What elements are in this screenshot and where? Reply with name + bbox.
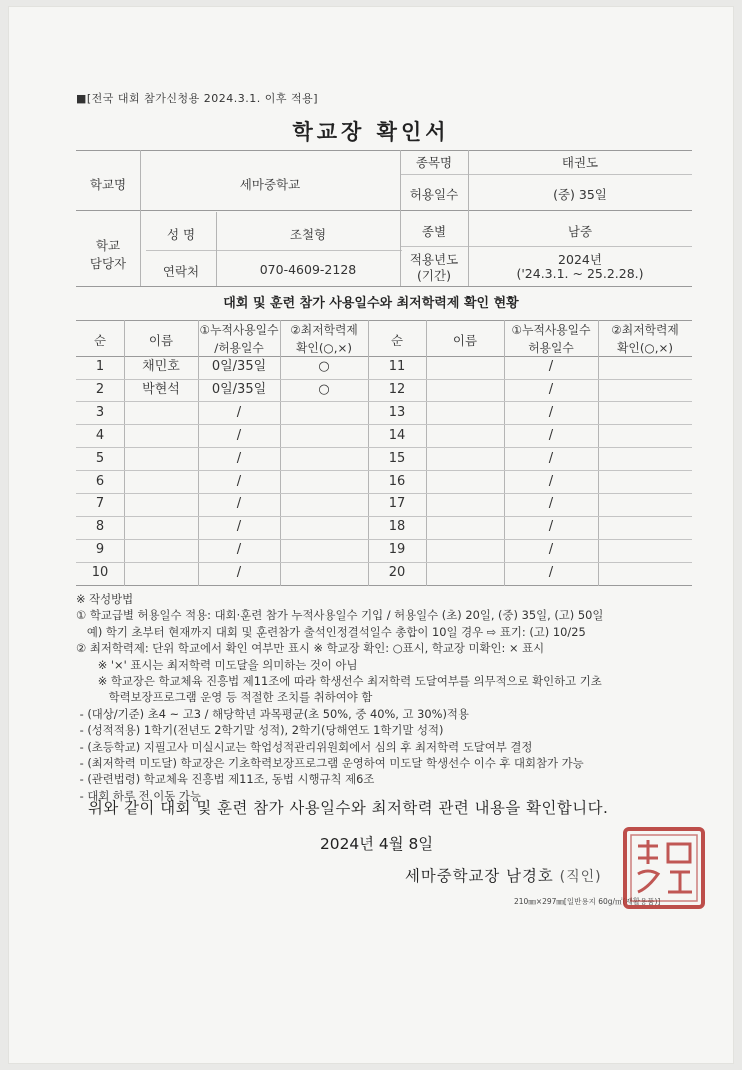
row-check <box>280 562 368 585</box>
sport-label: 종목명 <box>415 155 453 170</box>
row-name: 박현석 <box>142 381 180 397</box>
manager-label-1: 학교 <box>95 238 121 253</box>
row-check <box>598 493 692 516</box>
allowed-days-label: 허용일수 <box>409 187 459 202</box>
row-no: 19 <box>388 542 406 558</box>
col-header-days-right-2: 허용일수 <box>528 341 574 355</box>
row-days: / <box>236 450 242 466</box>
row-days: / <box>548 427 554 443</box>
row-check: ○ <box>318 381 330 397</box>
table-row <box>76 448 692 471</box>
row-days: / <box>548 473 554 489</box>
row-name <box>426 448 504 471</box>
instruction-line: - (성적적용) 1학기(전년도 2학기말 성적), 2학기(당해연도 1학기말 성적) <box>76 723 444 738</box>
row-check <box>280 471 368 494</box>
row-days: / <box>548 519 554 535</box>
row-name <box>426 471 504 494</box>
row-no: 11 <box>388 359 406 374</box>
table-row <box>76 356 692 379</box>
row-name <box>426 493 504 516</box>
row-check <box>598 471 692 494</box>
row-name: 채민호 <box>142 359 180 374</box>
row-no: 18 <box>388 519 406 535</box>
table-row <box>76 402 692 425</box>
school-name-label: 학교명 <box>89 177 127 192</box>
row-check: ○ <box>318 359 330 374</box>
col-header-days-2: /허용일수 <box>214 341 264 355</box>
table-row <box>76 562 692 585</box>
table-row <box>76 516 692 539</box>
row-days: / <box>236 565 242 581</box>
row-name <box>426 516 504 539</box>
row-no: 7 <box>95 496 105 512</box>
row-no: 13 <box>388 404 406 420</box>
manager-name-value: 조철형 <box>289 227 327 242</box>
row-check <box>598 516 692 539</box>
row-check <box>598 379 692 402</box>
document-title: 학교장 확인서 <box>292 120 450 144</box>
table-row <box>76 471 692 494</box>
row-name <box>426 562 504 585</box>
row-days: 0일/35일 <box>211 359 267 374</box>
row-check <box>598 539 692 562</box>
row-days: / <box>548 496 554 512</box>
table-row <box>76 493 692 516</box>
col-header-days-right-1: ①누적사용일수 <box>511 323 591 337</box>
instruction-line: 학력보장프로그램 운영 등 적절한 조치를 취하여야 함 <box>76 690 373 705</box>
confirmation-statement: 위와 같이 대회 및 훈련 참가 사용일수와 최저학력 관련 내용을 확인합니다. <box>88 799 609 817</box>
row-name <box>124 402 198 425</box>
col-header-check-right-2: 확인(○,×) <box>617 341 673 355</box>
col-header-check-right-1: ②최저학력제 <box>611 323 679 337</box>
row-days: / <box>236 519 242 535</box>
row-name <box>124 539 198 562</box>
row-name <box>124 425 198 448</box>
status-table-caption: 대회 및 훈련 참가 사용일수와 최저학력제 확인 현황 <box>223 296 519 311</box>
instruction-line: - (관련법령) 학교체육 진흥법 제11조, 동법 시행규칙 제6조 <box>76 772 375 787</box>
status-table <box>76 320 692 586</box>
row-name <box>426 539 504 562</box>
row-days: / <box>236 404 242 420</box>
row-check <box>598 448 692 471</box>
col-header-check-2: 확인(○,×) <box>296 341 352 355</box>
row-name <box>124 516 198 539</box>
row-check <box>598 402 692 425</box>
instruction-line: ② 최저학력제: 단위 학교에서 확인 여부만 표시 ※ 학교장 확인: ○표시, 학교장 미확인: × 표시 <box>76 641 545 656</box>
row-name <box>124 562 198 585</box>
contact-label: 연락처 <box>162 264 200 279</box>
row-check <box>280 493 368 516</box>
principal-name: 세마중학교장 남경호 <box>405 867 554 885</box>
gender-label: 종별 <box>421 224 447 239</box>
row-no: 2 <box>95 381 105 397</box>
row-no: 5 <box>95 450 105 466</box>
row-check <box>598 425 692 448</box>
col-header-name-right: 이름 <box>452 333 478 348</box>
row-name <box>426 379 504 402</box>
row-no: 6 <box>95 473 105 489</box>
row-no: 15 <box>388 450 406 466</box>
row-no: 16 <box>388 473 406 489</box>
row-check <box>280 425 368 448</box>
row-days: / <box>548 542 554 558</box>
row-days: / <box>236 427 242 443</box>
row-name <box>426 402 504 425</box>
row-check <box>280 402 368 425</box>
row-days: / <box>236 496 242 512</box>
row-no: 10 <box>91 565 109 581</box>
table-row <box>76 539 692 562</box>
col-header-no-right: 순 <box>390 333 404 348</box>
row-check <box>280 539 368 562</box>
year-value-1: 2024년 <box>558 252 602 267</box>
row-check <box>598 562 692 585</box>
col-header-name: 이름 <box>148 333 174 348</box>
row-days: / <box>548 404 554 420</box>
instruction-line: ※ 학교장은 학교체육 진흥법 제11조에 따라 학생선수 최저학력 도달여부를 의무적으로 확인하고 기초 <box>76 674 602 689</box>
row-no: 20 <box>388 565 406 581</box>
row-name <box>124 448 198 471</box>
row-no: 1 <box>95 359 105 374</box>
row-name <box>426 425 504 448</box>
sport-value: 태권도 <box>561 155 599 170</box>
row-no: 9 <box>95 542 105 558</box>
row-no: 12 <box>388 381 406 397</box>
table-row <box>76 379 692 402</box>
instruction-line: ※ '×' 표시는 최저학력 미도달을 의미하는 것이 아님 <box>76 657 358 672</box>
instruction-line: ① 학교급별 허용일수 적용: 대회·훈련 참가 누적사용일수 기입 / 허용일수 (초) 20일, (중) 35일, (고) 50일 <box>76 608 604 623</box>
row-no: 17 <box>388 496 406 512</box>
instruction-line: ※ 작성방법 <box>76 592 134 606</box>
allowed-days-value: (중) 35일 <box>553 187 607 202</box>
row-days: / <box>548 450 554 466</box>
instruction-line: - (대상/기준) 초4 ~ 고3 / 해당학년 과목평균(초 50%, 중 40%, 고 30%)적용 <box>76 706 469 721</box>
instruction-line: - 대회 하루 전 이동 가능 <box>76 788 201 803</box>
row-name <box>426 356 504 379</box>
year-label-2: (기간) <box>417 268 451 283</box>
col-header-days-1: ①누적사용일수 <box>199 323 279 337</box>
instruction-line: - (최저학력 미도달) 학교장은 기초학력보장프로그램 운영하여 미도달 학생선수 이수 후 대회참가 가능 <box>76 756 584 771</box>
col-header-no: 순 <box>93 333 107 348</box>
row-days: 0일/35일 <box>211 381 267 397</box>
row-days: / <box>548 359 554 374</box>
year-value-2: ('24.3.1. ~ 25.2.28.) <box>516 266 644 281</box>
row-no: 3 <box>95 404 105 420</box>
row-no: 8 <box>95 519 105 535</box>
row-check <box>280 516 368 539</box>
row-no: 14 <box>388 427 406 443</box>
paper-spec: 210㎜×297㎜[일반용지 60g/㎡(재활용품)] <box>514 897 661 906</box>
official-seal-icon <box>622 826 706 910</box>
row-check <box>598 356 692 379</box>
manager-name-label: 성 명 <box>166 227 196 242</box>
instruction-line: - (초등학교) 지필고사 미실시교는 학업성적관리위원회에서 심의 후 최저학력 도달여부 결정 <box>76 739 533 754</box>
row-name <box>124 471 198 494</box>
manager-label-2: 담당자 <box>89 256 127 271</box>
row-days: / <box>236 542 242 558</box>
contact-value: 070-4609-2128 <box>259 262 357 277</box>
row-name <box>124 493 198 516</box>
row-check <box>280 448 368 471</box>
school-name-value: 세마중학교 <box>239 177 301 192</box>
table-row <box>76 425 692 448</box>
writing-instructions <box>76 591 696 804</box>
col-header-check-1: ②최저학력제 <box>290 323 358 337</box>
row-days: / <box>548 381 554 397</box>
official-seal-label: (직인) <box>559 869 602 885</box>
header-note: ■[전국 대회 참가신청용 2024.3.1. 이후 적용] <box>76 92 319 105</box>
row-days: / <box>236 473 242 489</box>
row-days: / <box>548 565 554 581</box>
gender-value: 남중 <box>567 224 593 239</box>
year-label-1: 적용년도 <box>409 252 459 267</box>
row-no: 4 <box>95 427 105 443</box>
principal-signature-line <box>405 864 602 886</box>
confirmation-date: 2024년 4월 8일 <box>320 835 434 853</box>
instruction-line: 예) 학기 초부터 현재까지 대회 및 훈련참가 출석인정결석일수 총합이 10일 경우 ⇨ 표기: (고) 10/25 <box>76 624 586 639</box>
